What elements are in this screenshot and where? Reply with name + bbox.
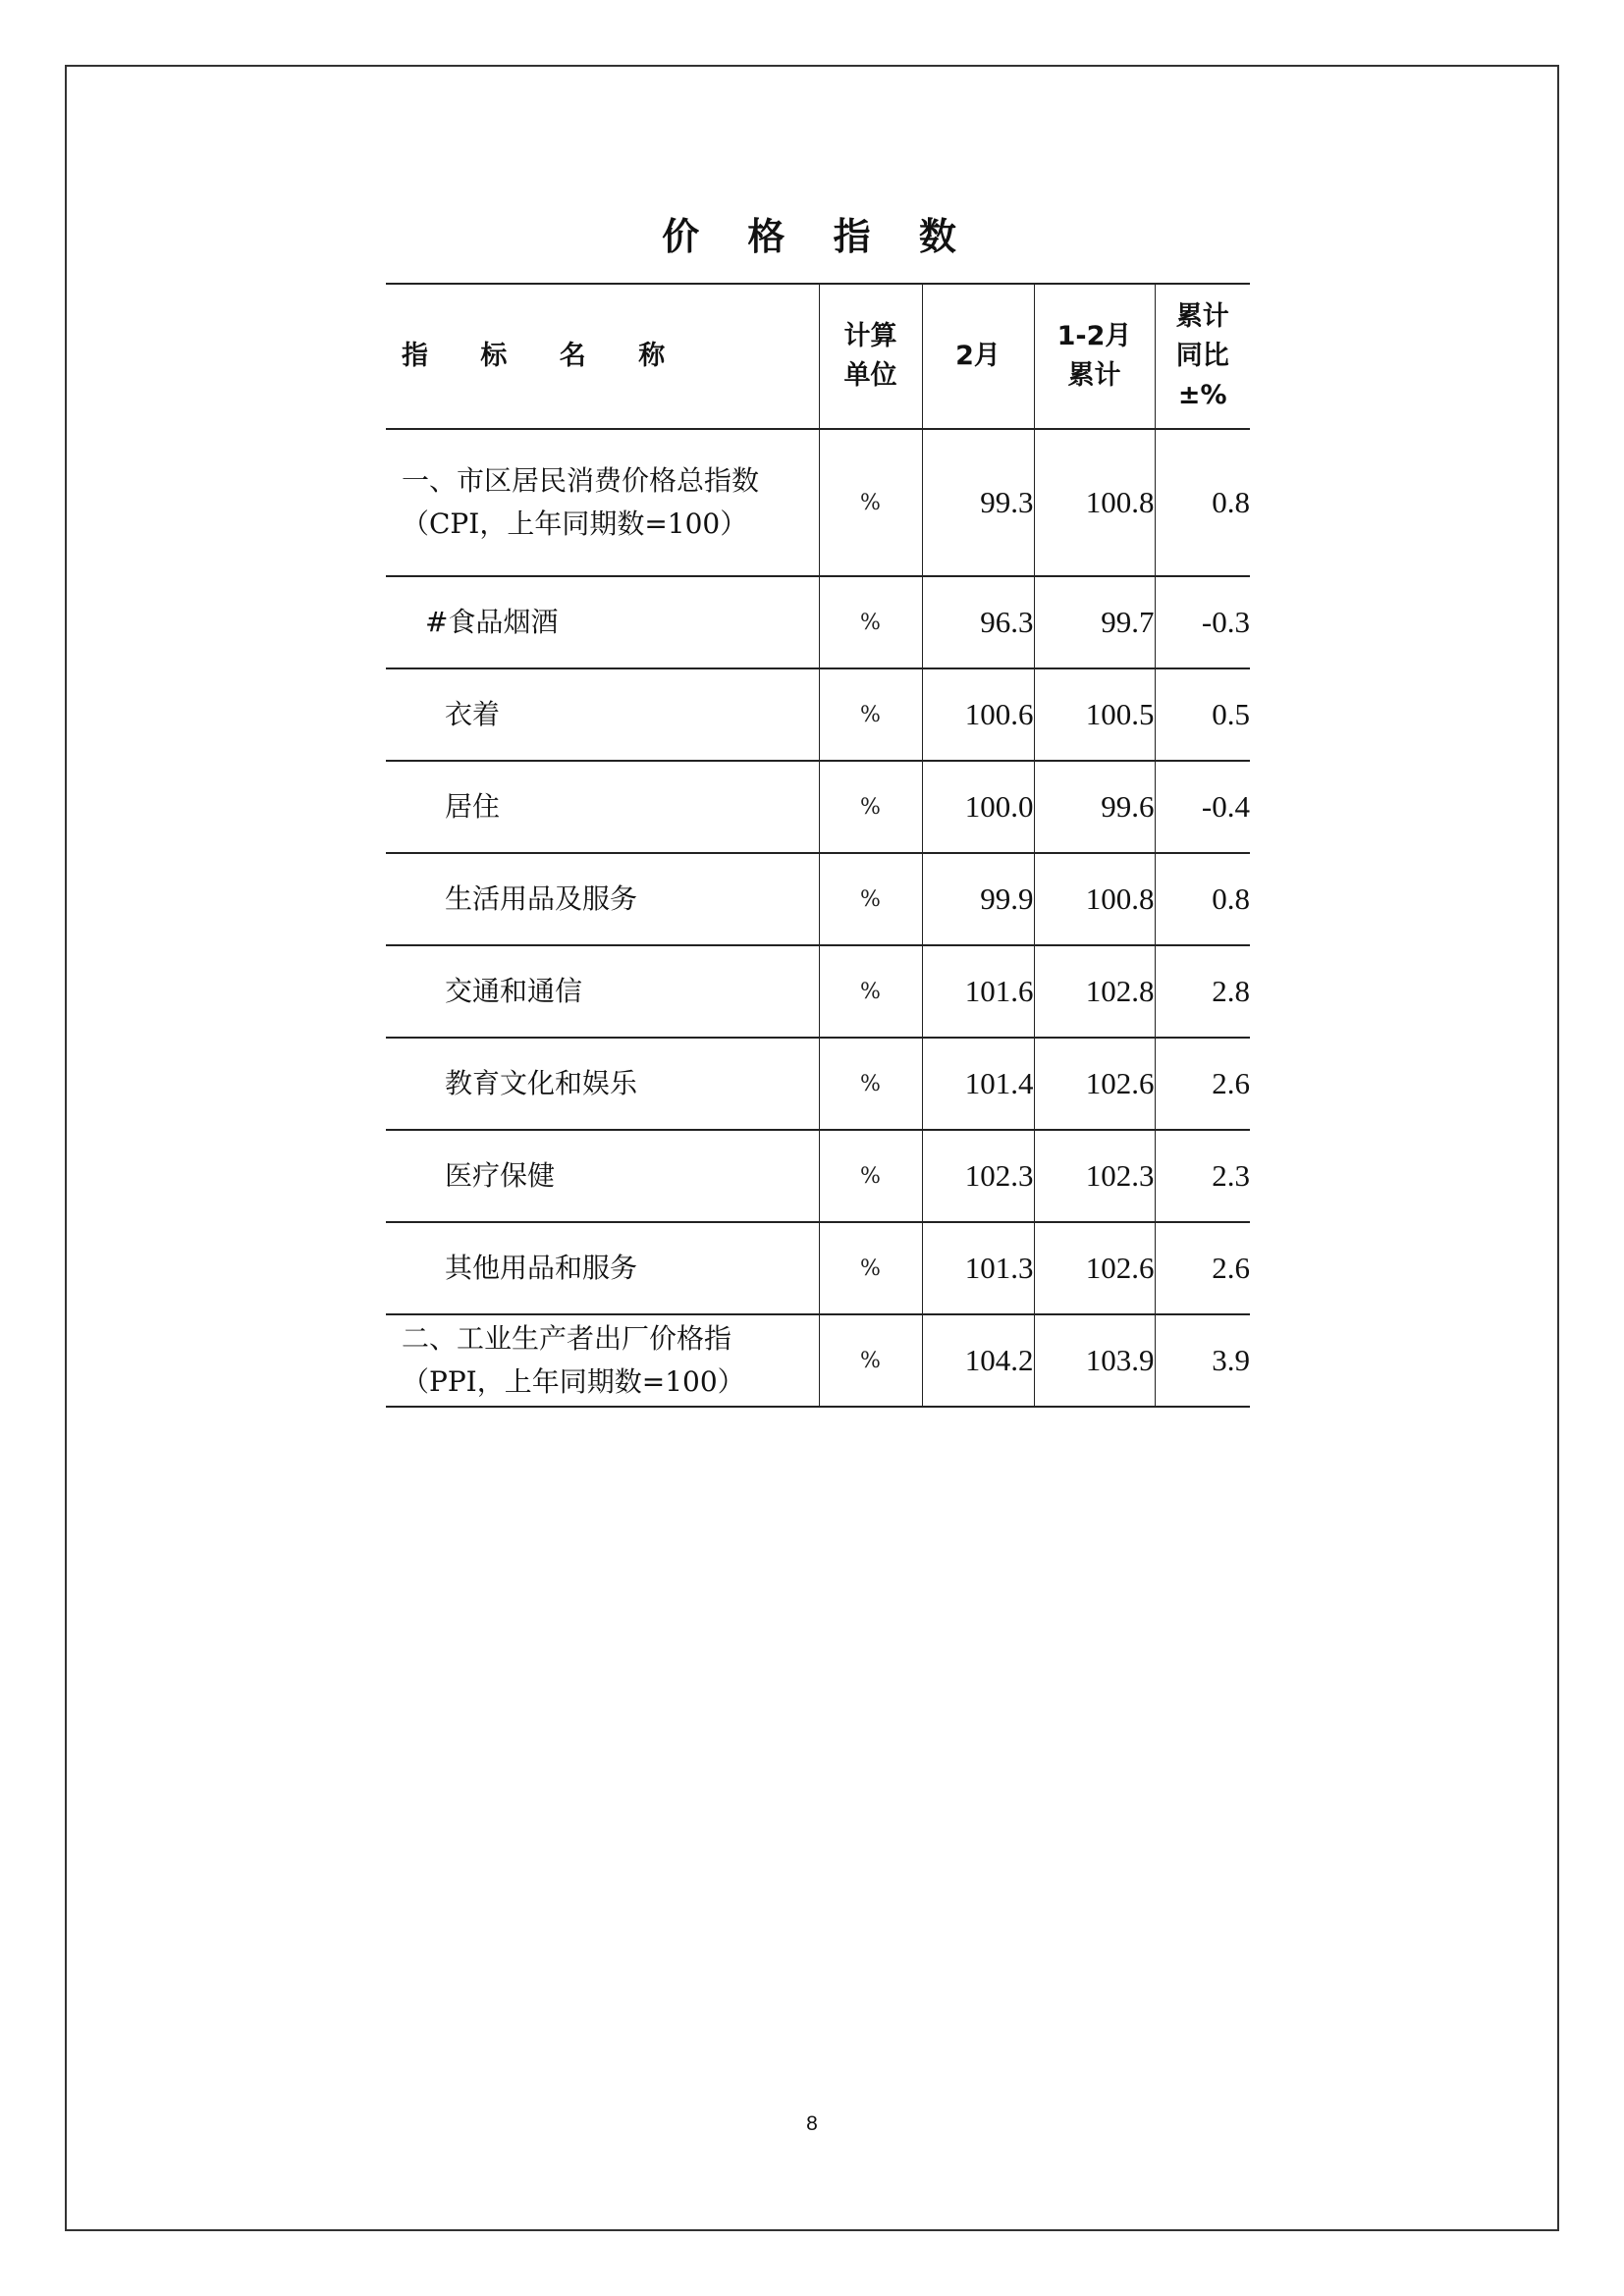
february-value: 100.6 — [922, 668, 1034, 761]
table-row — [386, 429, 1250, 576]
header-unit: 计算 单位 — [819, 284, 922, 429]
yoy-value: 2.6 — [1155, 1222, 1250, 1314]
header-yoy-change: 累计 同比 ±% — [1155, 284, 1250, 429]
page-number: 8 — [806, 2112, 818, 2135]
table-row — [386, 576, 1250, 668]
indicator-name: 二、工业生产者出厂价格指 （PPI，上年同期数=100） — [402, 1322, 745, 1398]
header-indicator-name: 指 标 名 称 — [402, 341, 687, 371]
table-row — [386, 668, 1250, 761]
cumulative-value: 100.5 — [1034, 668, 1155, 761]
table-row — [386, 1314, 1250, 1407]
cumulative-value: 102.3 — [1034, 1130, 1155, 1222]
february-value: 96.3 — [922, 576, 1034, 668]
yoy-value: 2.6 — [1155, 1038, 1250, 1130]
february-value: 99.9 — [922, 853, 1034, 945]
february-value: 101.6 — [922, 945, 1034, 1038]
unit-value: % — [819, 1130, 922, 1222]
indicator-name: 衣着 — [445, 698, 501, 730]
yoy-value: 3.9 — [1155, 1314, 1250, 1407]
unit-value: % — [819, 576, 922, 668]
yoy-value: -0.4 — [1155, 761, 1250, 853]
document-title: 价 格 指 数 — [662, 215, 974, 258]
yoy-value: -0.3 — [1155, 576, 1250, 668]
cumulative-value: 100.8 — [1034, 853, 1155, 945]
price-index-table — [386, 283, 1250, 1408]
indicator-name: 医疗保健 — [445, 1159, 556, 1192]
unit-value: % — [819, 853, 922, 945]
table-row — [386, 761, 1250, 853]
february-value: 104.2 — [922, 1314, 1034, 1407]
february-value: 100.0 — [922, 761, 1034, 853]
yoy-value: 0.8 — [1155, 429, 1250, 576]
indicator-name: 生活用品及服务 — [445, 882, 638, 915]
header-february: 2月 — [922, 284, 1034, 429]
unit-value: % — [819, 429, 922, 576]
yoy-value: 0.5 — [1155, 668, 1250, 761]
table-header-row — [386, 284, 1250, 429]
yoy-value: 2.8 — [1155, 945, 1250, 1038]
header-jan-feb-cumulative: 1-2月 累计 — [1034, 284, 1155, 429]
indicator-name: 一、市区居民消费价格总指数 （CPI，上年同期数=100） — [402, 464, 760, 540]
unit-value: % — [819, 945, 922, 1038]
cumulative-value: 100.8 — [1034, 429, 1155, 576]
unit-value: % — [819, 761, 922, 853]
table-row — [386, 853, 1250, 945]
unit-value: % — [819, 668, 922, 761]
yoy-value: 2.3 — [1155, 1130, 1250, 1222]
cumulative-value: 102.6 — [1034, 1222, 1155, 1314]
indicator-name: 教育文化和娱乐 — [445, 1067, 638, 1099]
cumulative-value: 102.8 — [1034, 945, 1155, 1038]
table-row — [386, 1222, 1250, 1314]
indicator-name: #食品烟酒 — [425, 606, 559, 638]
february-value: 101.4 — [922, 1038, 1034, 1130]
indicator-name: 其他用品和服务 — [445, 1252, 638, 1284]
table-row — [386, 1038, 1250, 1130]
february-value: 99.3 — [922, 429, 1034, 576]
cumulative-value: 102.6 — [1034, 1038, 1155, 1130]
cumulative-value: 99.7 — [1034, 576, 1155, 668]
table-row — [386, 945, 1250, 1038]
table-row — [386, 1130, 1250, 1222]
unit-value: % — [819, 1222, 922, 1314]
february-value: 101.3 — [922, 1222, 1034, 1314]
cumulative-value: 99.6 — [1034, 761, 1155, 853]
yoy-value: 0.8 — [1155, 853, 1250, 945]
indicator-name: 居住 — [445, 790, 501, 823]
february-value: 102.3 — [922, 1130, 1034, 1222]
unit-value: % — [819, 1314, 922, 1407]
indicator-name: 交通和通信 — [445, 975, 583, 1007]
cumulative-value: 103.9 — [1034, 1314, 1155, 1407]
unit-value: % — [819, 1038, 922, 1130]
